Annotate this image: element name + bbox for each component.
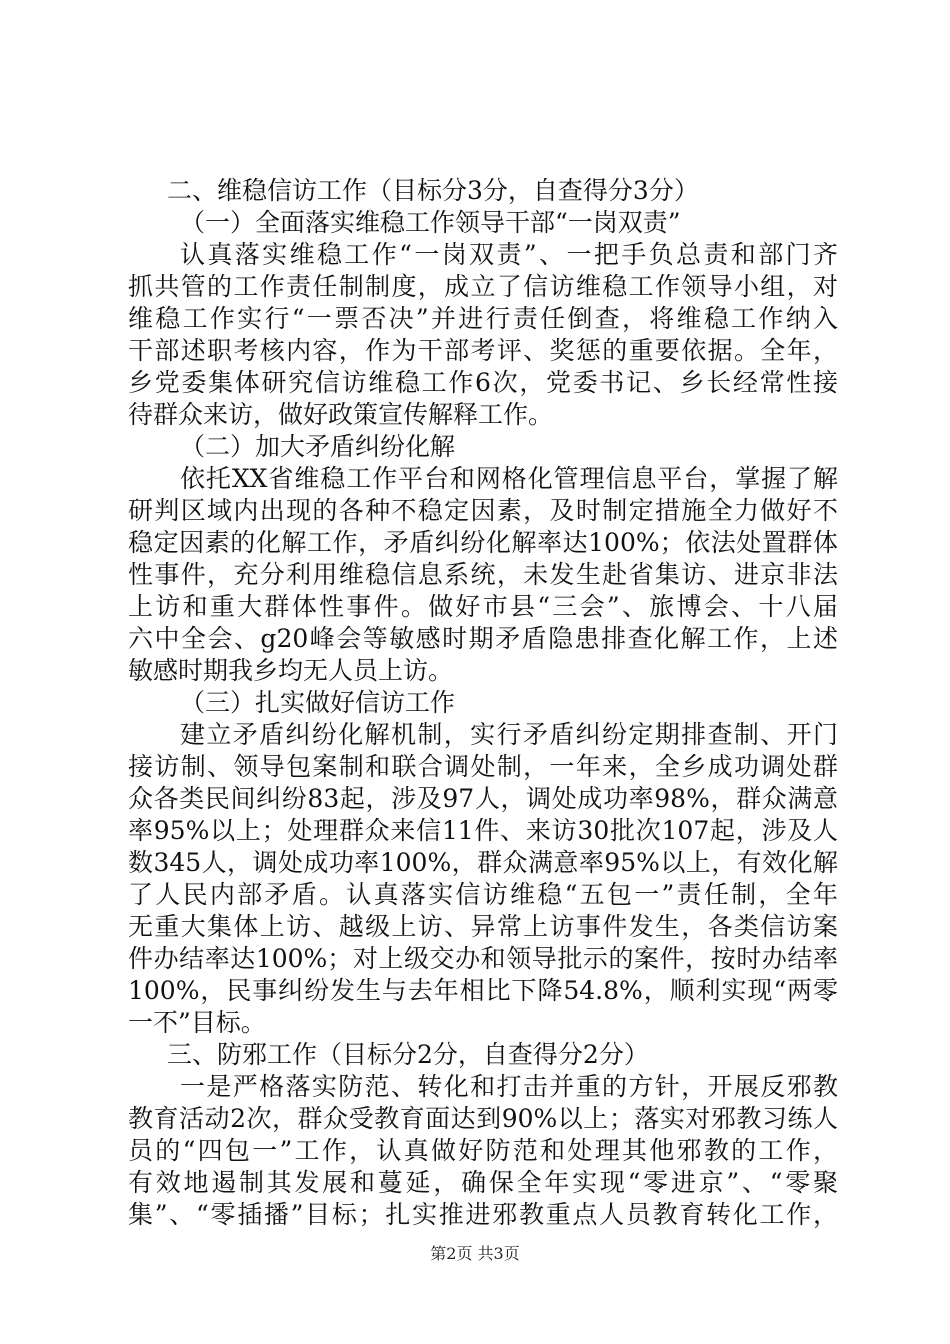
text-line: 教育活动2次，群众受教育面达到90%以上；落实对邪教习练人: [128, 1104, 838, 1133]
text-line: 性事件，充分利用维稳信息系统，未发生赴省集访、进京非法: [128, 560, 838, 589]
text-line: 员的“四包一”工作，认真做好防范和处理其他邪教的工作，: [128, 1136, 838, 1165]
text-line: 件办结率达100%；对上级交办和领导批示的案件，按时办结率: [128, 944, 838, 973]
page-number-footer: 第2页 共3页: [430, 1244, 520, 1263]
text-line: 数345人，调处成功率100%，群众满意率95%以上，有效化解: [128, 848, 838, 877]
text-line: 敏感时期我乡均无人员上访。: [128, 656, 454, 685]
text-line: 众各类民间纠纷83起，涉及97人，调处成功率98%，群众满意: [128, 784, 838, 813]
text-line: 干部述职考核内容，作为干部考评、奖惩的重要依据。全年，: [128, 336, 838, 365]
text-line: （二）加大矛盾纠纷化解: [180, 432, 456, 461]
text-line: 稳定因素的化解工作，矛盾纠纷化解率达100%；依法处置群体: [128, 528, 838, 557]
text-line: 一不”目标。: [128, 1008, 266, 1037]
text-line: 了人民内部矛盾。认真落实信访维稳“五包一”责任制，全年: [128, 880, 838, 909]
text-line: 乡党委集体研究信访维稳工作6次，党委书记、乡长经常性接: [128, 368, 838, 397]
text-line: 率95%以上；处理群众来信11件、来访30批次107起，涉及人: [128, 816, 838, 845]
text-line: 二、维稳信访工作（目标分3分，自查得分3分）: [167, 176, 699, 205]
text-line: 待群众来访，做好政策宣传解释工作。: [128, 400, 554, 429]
text-line: 有效地遏制其发展和蔓延，确保全年实现“零进京”、“零聚: [128, 1168, 838, 1197]
text-line: 建立矛盾纠纷化解机制，实行矛盾纠纷定期排查制、开门: [180, 720, 838, 749]
text-line: 维稳工作实行“一票否决”并进行责任倒查，将维稳工作纳入: [128, 304, 838, 333]
text-line: 上访和重大群体性事件。做好市县“三会”、旅博会、十八届: [128, 592, 838, 621]
text-line: 接访制、领导包案制和联合调处制，一年来，全乡成功调处群: [128, 752, 838, 781]
text-line: （三）扎实做好信访工作: [180, 688, 456, 717]
text-line: 依托XX省维稳工作平台和网格化管理信息平台，掌握了解: [180, 464, 838, 493]
text-line: 无重大集体上访、越级上访、异常上访事件发生，各类信访案: [128, 912, 838, 941]
text-line: 研判区域内出现的各种不稳定因素，及时制定措施全力做好不: [128, 496, 838, 525]
text-line: 三、防邪工作（目标分2分，自查得分2分）: [167, 1040, 649, 1069]
text-line: 抓共管的工作责任制制度，成立了信访维稳工作领导小组，对: [128, 272, 838, 301]
text-line: 认真落实维稳工作“一岗双责”、一把手负总责和部门齐: [180, 240, 838, 269]
text-line: 六中全会、g20峰会等敏感时期矛盾隐患排查化解工作，上述: [128, 624, 838, 653]
text-line: 一是严格落实防范、转化和打击并重的方针，开展反邪教: [180, 1072, 838, 1101]
text-line: 100%，民事纠纷发生与去年相比下降54.8%，顺利实现“两零: [128, 976, 838, 1005]
text-line: 集”、“零插播”目标；扎实推进邪教重点人员教育转化工作，: [128, 1200, 838, 1229]
document-body: [128, 175, 838, 1231]
text-line: （一）全面落实维稳工作领导干部“一岗双责”: [180, 208, 681, 237]
